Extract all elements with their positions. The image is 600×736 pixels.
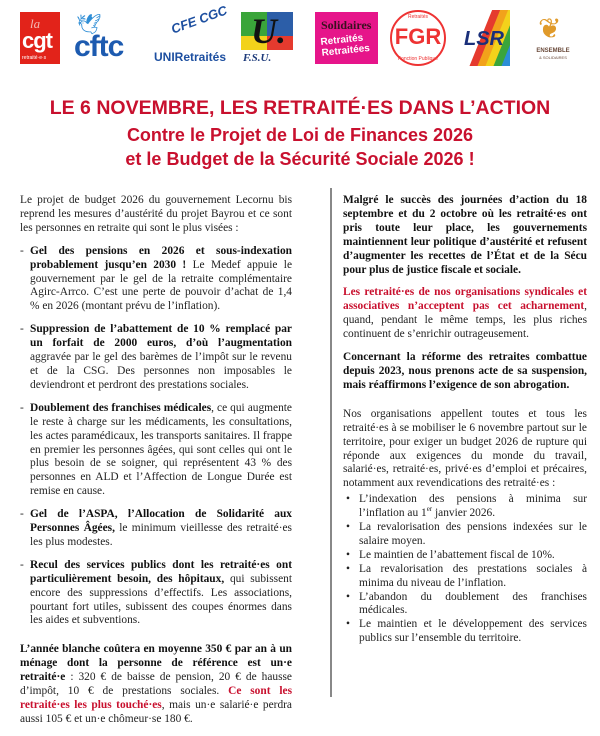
logo-fsu-name: F.S.U. xyxy=(243,52,272,64)
list-item-bold: Suppression de l’abattement de 10 % remplacé par un forfait de 2000 euros, d’où l’augmentation xyxy=(30,323,292,350)
list-item xyxy=(20,559,292,629)
logo-cfe-cgc-text: CFE CGC xyxy=(169,2,230,37)
logo-ensemble-sub: & SOLIDAIRES xyxy=(539,55,567,60)
list-item-text: , ce qui augmente le reste à charge sur les médicaments, les consultations, les actes paramédicaux, les transports sanitaires. Il frappe en premier les personnes âgées, qui sont celles qui ont le plus besoin de se soigner, qui représentent 43 % des personnes en ALD et l’Affection de Longue Durée est remise en cause. xyxy=(30,401,292,498)
closing-text-end: , mais un·e salarié·e perdra aussi 105 € et un·e chômeur·se 180 €. xyxy=(20,699,292,725)
logo-solidaires-sub: Retraités Retraitées xyxy=(320,32,371,59)
logo-cftc-text: cftc xyxy=(74,30,124,63)
reform-paragraph-text: Concernant la réforme des retraites combattue depuis 2023, nous prenons acte de sa suspension, mais réaffirmons l’exigence de son abrogation. xyxy=(343,351,587,391)
logo-fgr-top: Retraités xyxy=(407,14,428,20)
list-item xyxy=(343,493,587,521)
closing-highlight: Ce sont les retraité·es les plus touché·es xyxy=(20,685,292,711)
list-item-bold: Gel de l’ASPA, l’Allocation de Solidarité aux Personnes Âgées, xyxy=(30,508,292,535)
headline-sub-2: et le Budget de la Sécurité Sociale 2026 ! xyxy=(125,149,475,169)
logo-cgt-text: cgt xyxy=(22,28,52,53)
closing-bold: L’année blanche coûtera en moyenne 350 € par an à un ménage dont la personne de référence est un·e retraité·e xyxy=(20,643,292,684)
list-item xyxy=(20,323,292,393)
refusal-text: , quand, pendant le même temps, les plus riches continuent de s’enrichir outrageusement. xyxy=(343,300,587,341)
list-item xyxy=(343,549,587,563)
demand-text: La revalorisation des pensions indexées sur le salaire moyen. xyxy=(359,521,587,547)
logo-fgr-text: FGR xyxy=(394,24,442,49)
list-item xyxy=(343,591,587,619)
tree-icon: ❦ xyxy=(538,14,562,45)
list-item-bold: Doublement des franchises médicales xyxy=(30,401,212,414)
demand-sup: er xyxy=(426,505,433,514)
headline-main: LE 6 NOVEMBRE, LES RETRAITÉ·ES DANS L’ACTION xyxy=(49,97,551,119)
right-column xyxy=(343,194,587,646)
demand-text-end: janvier 2026. xyxy=(432,507,496,520)
refusal-highlight: Les retraité·es de nos organisations syndicales et associatives n’acceptent pas cet acharnement xyxy=(343,286,587,313)
list-item xyxy=(343,563,587,591)
logo-solidaires xyxy=(315,12,378,64)
logo-fgr-fp xyxy=(390,10,446,66)
demand-text: L’indexation des pensions à minima sur l’inflation au 1 xyxy=(359,493,587,520)
demand-text: Le maintien et le développement des services publics sur l’ensemble du territoire. xyxy=(359,618,587,645)
action-paragraph xyxy=(343,194,587,277)
list-item xyxy=(20,508,292,550)
headline xyxy=(0,96,600,171)
demand-text: L’abandon du doublement des franchises médicales. xyxy=(359,590,587,617)
list-item-bold: Gel des pensions en 2026 et sous-indexation probablement jusqu’en 2030 ! xyxy=(30,244,292,271)
demands-list xyxy=(343,493,587,646)
closing-text: : 320 € de baisse de pension, 20 € de hausse d’impôt, 10 € de prestations sociales. xyxy=(20,671,292,698)
left-column xyxy=(20,194,292,736)
list-item xyxy=(20,402,292,499)
logo-fgr-sub: Fonction Publique xyxy=(397,56,439,62)
list-item-text: le minimum vieillesse des retraité·es les plus modestes. xyxy=(30,522,292,548)
union-logos-row xyxy=(0,2,600,68)
list-item xyxy=(343,521,587,549)
logo-cgt-sub: retraité·e·s xyxy=(22,55,47,61)
logo-cfe-cgc xyxy=(150,2,230,64)
logo-fsu xyxy=(241,12,293,64)
call-paragraph: Nos organisations appellent toutes et tous les retraité·es à se mobiliser le 6 novembre partout sur le territoire, pour exiger un budget 2026 de rupture qui réponde aux exigences du monde du travail, salarié·es, retraité·es, privé·es d’emploi et précaires, notamment aux revendications des retraité·es : xyxy=(343,407,587,490)
headline-sub-1: Contre le Projet de Loi de Finances 2026 xyxy=(126,125,474,145)
list-item-text: Le Medef appuie le gouvernement par le gel de la retraite complémentaire Agirc-Arrco. C’est une perte de pouvoir d’achat de 1,4 % en 2026 (montant prévu de l’inflation). xyxy=(30,258,292,313)
logo-cfe-cgc-sub: UNIRetraités xyxy=(153,50,227,64)
demand-text: La revalorisation des prestations sociales à minima du niveau de l’inflation. xyxy=(359,562,587,589)
list-item xyxy=(343,618,587,646)
logo-cgt-la: la xyxy=(30,16,41,31)
logo-ensemble-solidaires xyxy=(530,12,576,64)
measures-list xyxy=(20,245,292,629)
intro-paragraph: Le projet de budget 2026 du gouvernement Lecornu bis reprend les mesures d’austérité du projet Bayrou et ce sont les personnes en retraite qui sont le plus visées : xyxy=(20,194,292,234)
refusal-paragraph xyxy=(343,286,587,342)
list-item xyxy=(20,245,292,315)
list-item-text: aggravée par le gel des barèmes de l’impôt sur le revenu et de la CSG. Des personnes non imposables le deviendront et perdront des prestations sociales. xyxy=(30,351,292,391)
reform-paragraph xyxy=(343,351,587,393)
column-divider xyxy=(330,188,332,697)
list-item-text: qui subissent encore des suppressions d’effectifs. Les associations, pourtant fort utiles, subissent des coupes énormes dans les aides et subventions. xyxy=(30,572,292,627)
logo-lsr-text: LSR xyxy=(464,28,504,50)
logo-cftc xyxy=(72,12,142,64)
logo-cgt xyxy=(20,12,60,64)
logo-fsu-u: U. xyxy=(251,11,286,51)
logo-ensemble-text: ENSEMBLE xyxy=(536,48,570,54)
logo-lsr xyxy=(460,10,510,66)
closing-paragraph xyxy=(20,643,292,726)
list-item-bold: Recul des services publics dont les retraité·es ont particulièrement besoin, des hôpitaux, xyxy=(30,558,292,585)
demand-text: Le maintien de l’abattement fiscal de 10%. xyxy=(359,548,555,561)
dove-icon: 🕊 xyxy=(76,14,102,36)
logo-solidaires-text: Solidaires xyxy=(321,18,372,32)
action-paragraph-text: Malgré le succès des journées d’action du 18 septembre et du 2 octobre où les retraité·es ont pris toute leur place, les gouvernements maintiennent leur politique d’austérité et refusent d’augmenter les recettes de l’État et de la Sécu pour plus de justice fiscale et sociale. xyxy=(343,194,587,276)
